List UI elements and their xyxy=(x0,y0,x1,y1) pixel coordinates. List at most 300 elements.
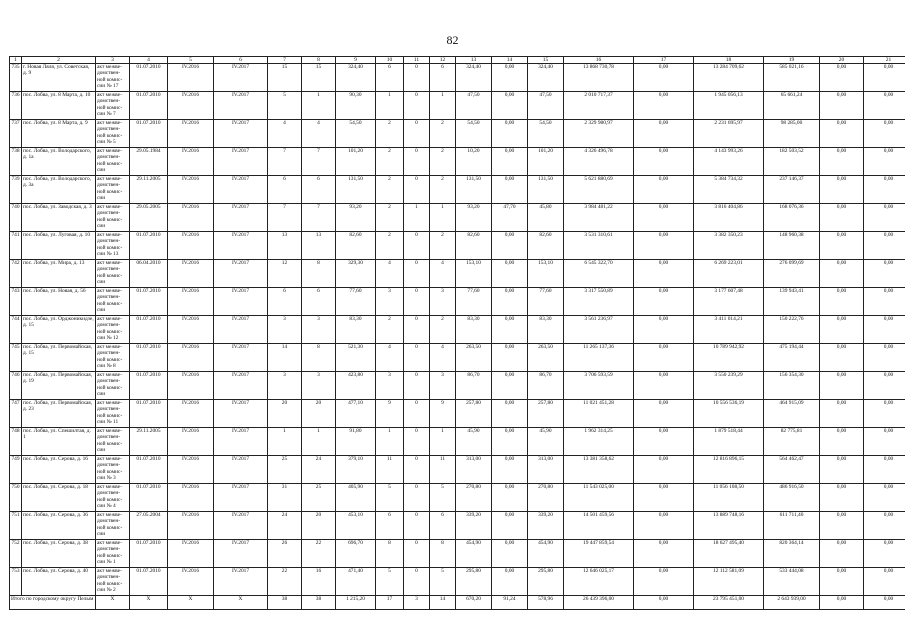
table-cell: 01.07.2010 xyxy=(130,288,168,316)
table-cell: IV.2017 xyxy=(214,456,268,484)
table-cell: 379,10 xyxy=(336,456,376,484)
table-cell: IV.2017 xyxy=(214,148,268,176)
table-cell: IV.2016 xyxy=(168,484,214,512)
total-cell: 38 xyxy=(268,596,302,610)
table-cell: 0 xyxy=(404,316,430,344)
table-cell: 0,00 xyxy=(634,64,694,92)
table-cell: 741 xyxy=(10,232,22,260)
table-cell: 6 545 322,70 xyxy=(564,260,634,288)
table-cell: 3 177 607,48 xyxy=(694,288,764,316)
table-cell: 5 xyxy=(376,484,404,512)
table-cell: 5 xyxy=(268,92,302,120)
table-cell: 0,00 xyxy=(492,64,528,92)
table-cell: акт межве-домствен-ной комис-сии № 4 xyxy=(96,484,130,512)
table-cell: 0,00 xyxy=(820,232,864,260)
table-cell: 0,00 xyxy=(820,484,864,512)
table-cell: 2 xyxy=(376,232,404,260)
table-body xyxy=(10,57,905,610)
table-cell: 82,60 xyxy=(336,232,376,260)
table-cell: 3 xyxy=(268,372,302,400)
table-cell: 6 xyxy=(376,64,404,92)
table-cell: пос. Лобва, ул. Серова, д. 16 xyxy=(22,456,96,484)
table-cell: 18 627 495,40 xyxy=(694,540,764,568)
table-cell: 8 xyxy=(430,540,456,568)
table-cell: 83,30 xyxy=(528,316,564,344)
table-cell: 0,00 xyxy=(864,484,905,512)
table-cell: 65 661,24 xyxy=(764,92,820,120)
table-cell: 746 xyxy=(10,372,22,400)
table-cell: 47,50 xyxy=(528,92,564,120)
table-cell: 0,00 xyxy=(492,176,528,204)
table-cell: пос. Лобва, ул. Мира, д. 13 xyxy=(22,260,96,288)
table-cell: 7 xyxy=(268,148,302,176)
table-cell: 0,00 xyxy=(864,64,905,92)
table-cell: 139 943,41 xyxy=(764,288,820,316)
table-cell: 24 xyxy=(302,456,336,484)
table-cell: 0,00 xyxy=(492,568,528,596)
column-header: 15 xyxy=(528,57,564,64)
table-cell: IV.2017 xyxy=(214,400,268,428)
table-cell: 2 xyxy=(430,120,456,148)
table-cell: 0,00 xyxy=(492,316,528,344)
column-header: 7 xyxy=(268,57,302,64)
table-cell: 0,00 xyxy=(492,344,528,372)
table-cell: 270,80 xyxy=(528,484,564,512)
table-cell: 263,50 xyxy=(456,344,492,372)
table-row xyxy=(10,344,905,372)
table-cell: 4 xyxy=(376,344,404,372)
table-cell: IV.2016 xyxy=(168,148,214,176)
table-cell: 257,80 xyxy=(456,400,492,428)
table-cell: 464 915,09 xyxy=(764,400,820,428)
table-cell: 454,90 xyxy=(456,540,492,568)
table-cell: 0,00 xyxy=(820,428,864,456)
table-cell: 6 xyxy=(268,288,302,316)
table-cell: 0,00 xyxy=(492,288,528,316)
table-row xyxy=(10,372,905,400)
table-cell: 0,00 xyxy=(820,512,864,540)
table-cell: 01.07.2010 xyxy=(130,456,168,484)
table-cell: 0 xyxy=(404,540,430,568)
table-cell: 486 916,50 xyxy=(764,484,820,512)
table-cell: 54,50 xyxy=(336,120,376,148)
table-cell: 77,60 xyxy=(528,288,564,316)
table-cell: IV.2016 xyxy=(168,316,214,344)
table-cell: 0,00 xyxy=(634,260,694,288)
table-cell: 0,00 xyxy=(634,176,694,204)
total-cell: 23 795 451,00 xyxy=(694,596,764,610)
table-cell: 45,90 xyxy=(528,428,564,456)
table-cell: 313,00 xyxy=(528,456,564,484)
table-cell: 47,50 xyxy=(456,92,492,120)
table-cell: 8 xyxy=(302,344,336,372)
table-cell: IV.2016 xyxy=(168,176,214,204)
table-cell: 2 xyxy=(376,120,404,148)
table-cell: IV.2017 xyxy=(214,316,268,344)
table-cell: 15 xyxy=(268,64,302,92)
table-cell: 131,50 xyxy=(336,176,376,204)
table-cell: 86,70 xyxy=(456,372,492,400)
total-label: Итого по городскому округу Пелым xyxy=(10,596,96,610)
table-cell: 4 xyxy=(430,260,456,288)
table-cell: 3 xyxy=(430,288,456,316)
table-cell: 20 xyxy=(268,400,302,428)
table-cell: 12 112 581,09 xyxy=(694,568,764,596)
table-cell: пос. Лобва, ул. Володарского, д. 3а xyxy=(22,176,96,204)
table-cell: 0,00 xyxy=(820,176,864,204)
table-cell: 0,00 xyxy=(820,400,864,428)
table-cell: 740 xyxy=(10,204,22,232)
total-cell: 26 439 396,00 xyxy=(564,596,634,610)
table-cell: 2 231 695,97 xyxy=(694,120,764,148)
table-cell: IV.2017 xyxy=(214,484,268,512)
table-cell: 25 xyxy=(268,456,302,484)
table-cell: 0,00 xyxy=(820,148,864,176)
table-cell: IV.2017 xyxy=(214,540,268,568)
table-cell: 295,80 xyxy=(528,568,564,596)
table-cell: 2 010 717,37 xyxy=(564,92,634,120)
table-cell: 521,30 xyxy=(336,344,376,372)
table-cell: 0,00 xyxy=(820,64,864,92)
table-cell: IV.2016 xyxy=(168,428,214,456)
table-cell: 0,00 xyxy=(864,288,905,316)
header-row xyxy=(10,57,905,64)
table-cell: акт межве-домствен-ной комис-сии № 2 xyxy=(96,568,130,596)
table-cell: 83,30 xyxy=(456,316,492,344)
table-cell: акт межве-домствен-ной комис-сии xyxy=(96,176,130,204)
table-cell: пос. Лобва, ул. Спешилтая, д. 1 xyxy=(22,428,96,456)
table-cell: IV.2016 xyxy=(168,512,214,540)
table-cell: 12 816 896,15 xyxy=(694,456,764,484)
column-header: 20 xyxy=(820,57,864,64)
table-cell: 0 xyxy=(404,456,430,484)
table-cell: 2 xyxy=(376,204,404,232)
table-cell: 13 889 748,16 xyxy=(694,512,764,540)
table-cell: 0,00 xyxy=(492,92,528,120)
table-cell: 20 xyxy=(302,400,336,428)
table-row xyxy=(10,540,905,568)
table-cell: IV.2017 xyxy=(214,428,268,456)
table-cell: 0,00 xyxy=(864,120,905,148)
table-cell: 0,00 xyxy=(634,372,694,400)
table-cell: 0,00 xyxy=(492,540,528,568)
total-cell: 91,24 xyxy=(492,596,528,610)
table-cell: 24 xyxy=(268,512,302,540)
table-cell: 29.11.2005 xyxy=(130,176,168,204)
table-cell: 0,00 xyxy=(820,120,864,148)
total-cell: X xyxy=(96,596,130,610)
table-cell: 1 962 314,25 xyxy=(564,428,634,456)
table-cell: 06.04.2010 xyxy=(130,260,168,288)
table-cell: 453,10 xyxy=(336,512,376,540)
table-cell: 3 984 481,22 xyxy=(564,204,634,232)
table-cell: 83,30 xyxy=(336,316,376,344)
table-cell: 82,60 xyxy=(456,232,492,260)
table-cell: пос. Лобва, ул. Серова, д. 38 xyxy=(22,540,96,568)
column-header: 14 xyxy=(492,57,528,64)
table-cell: 20 xyxy=(302,512,336,540)
table-cell: 8 xyxy=(302,260,336,288)
table-cell: 3 xyxy=(376,372,404,400)
table-cell: 0,00 xyxy=(820,372,864,400)
table-cell: 749 xyxy=(10,456,22,484)
table-cell: 739 xyxy=(10,176,22,204)
table-cell: пос. Лобва, ул. Серова, д. 40 xyxy=(22,568,96,596)
table-cell: 744 xyxy=(10,316,22,344)
table-cell: 0 xyxy=(404,288,430,316)
total-cell: 2 643 939,00 xyxy=(764,596,820,610)
table-cell: 0,00 xyxy=(492,120,528,148)
table-cell: 0 xyxy=(404,176,430,204)
table-cell: IV.2016 xyxy=(168,260,214,288)
column-header: 21 xyxy=(864,57,905,64)
table-cell: 324,40 xyxy=(528,64,564,92)
table-cell: 0,00 xyxy=(492,428,528,456)
total-cell: 0,00 xyxy=(820,596,864,610)
table-cell: 153,10 xyxy=(456,260,492,288)
table-cell: 16 xyxy=(302,568,336,596)
table-cell: 150 222,76 xyxy=(764,316,820,344)
table-row xyxy=(10,204,905,232)
table-cell: 405,90 xyxy=(336,484,376,512)
table-cell: акт межве-домствен-ной комис-сии xyxy=(96,428,130,456)
table-cell: 0,00 xyxy=(634,484,694,512)
table-cell: 31 xyxy=(268,484,302,512)
table-cell: 4 xyxy=(268,120,302,148)
table-cell: 471,40 xyxy=(336,568,376,596)
table-cell: 01.07.2010 xyxy=(130,64,168,92)
table-row xyxy=(10,64,905,92)
table-cell: 13 xyxy=(302,232,336,260)
column-header: 2 xyxy=(22,57,96,64)
table-cell: 2 xyxy=(376,148,404,176)
table-cell: 2 xyxy=(376,316,404,344)
table-cell: 0 xyxy=(404,484,430,512)
column-header: 4 xyxy=(130,57,168,64)
table-cell: 01.07.2010 xyxy=(130,372,168,400)
table-cell: 6 xyxy=(430,512,456,540)
table-cell: 6 xyxy=(302,176,336,204)
table-cell: 3 550 239,29 xyxy=(694,372,764,400)
table-cell: 6 xyxy=(268,176,302,204)
table-cell: 14 501 459,56 xyxy=(564,512,634,540)
table-cell: 1 xyxy=(404,204,430,232)
table-cell: 0,00 xyxy=(864,232,905,260)
table-cell: акт межве-домствен-ной комис-сии xyxy=(96,260,130,288)
table-cell: 10 789 942,92 xyxy=(694,344,764,372)
column-header: 1 xyxy=(10,57,22,64)
table-cell: 11 543 025,00 xyxy=(564,484,634,512)
table-cell: IV.2017 xyxy=(214,204,268,232)
total-cell: X xyxy=(130,596,168,610)
column-header: 11 xyxy=(404,57,430,64)
table-cell: 01.07.2010 xyxy=(130,92,168,120)
table-cell: 0,00 xyxy=(492,372,528,400)
table-cell: IV.2016 xyxy=(168,204,214,232)
column-header: 5 xyxy=(168,57,214,64)
table-cell: 0,00 xyxy=(634,316,694,344)
table-cell: 3 317 550,89 xyxy=(564,288,634,316)
table-cell: акт межве-домствен-ной комис-сии № 11 xyxy=(96,400,130,428)
table-cell: 9 xyxy=(376,400,404,428)
table-cell: 0 xyxy=(404,92,430,120)
table-cell: 01.07.2010 xyxy=(130,232,168,260)
total-cell: X xyxy=(168,596,214,610)
table-cell: 01.07.2010 xyxy=(130,540,168,568)
table-cell: 0,00 xyxy=(864,92,905,120)
column-header: 19 xyxy=(764,57,820,64)
table-cell: пос. Лобва, ул. Первомайская, д. 19 xyxy=(22,372,96,400)
table-cell: 0,00 xyxy=(634,512,694,540)
table-cell: г. Новая Ляля, ул. Советская, д. 9 xyxy=(22,64,96,92)
table-cell: 1 xyxy=(430,92,456,120)
table-cell: 0,00 xyxy=(864,540,905,568)
table-cell: 12 646 025,17 xyxy=(564,568,634,596)
table-row xyxy=(10,484,905,512)
table-cell: 329,30 xyxy=(336,260,376,288)
table-cell: 1 xyxy=(302,428,336,456)
table-cell: 0,00 xyxy=(634,344,694,372)
table-cell: 11 021 451,28 xyxy=(564,400,634,428)
table-cell: 1 xyxy=(268,428,302,456)
table-cell: IV.2016 xyxy=(168,288,214,316)
total-cell: 578,96 xyxy=(528,596,564,610)
table-cell: 2 xyxy=(430,316,456,344)
column-header: 6 xyxy=(214,57,268,64)
table-cell: 0,00 xyxy=(820,540,864,568)
table-cell: 29.05.1984 xyxy=(130,148,168,176)
table-cell: 22 xyxy=(302,540,336,568)
table-cell: пос. Лобва, ул. 8 Марта, д. 10 xyxy=(22,92,96,120)
table-cell: 0 xyxy=(404,428,430,456)
column-header: 18 xyxy=(694,57,764,64)
table-cell: 1 xyxy=(376,92,404,120)
table-cell: 0,00 xyxy=(820,92,864,120)
table-cell: 86,70 xyxy=(528,372,564,400)
table-cell: 475 194,44 xyxy=(764,344,820,372)
table-cell: 5 xyxy=(430,568,456,596)
table-cell: 0,00 xyxy=(864,148,905,176)
table-cell: IV.2017 xyxy=(214,288,268,316)
table-cell: IV.2017 xyxy=(214,120,268,148)
table-cell: IV.2016 xyxy=(168,344,214,372)
table-cell: 0,00 xyxy=(634,232,694,260)
table-cell: акт межве-домствен-ной комис-сии № 1 xyxy=(96,540,130,568)
table-cell: 295,80 xyxy=(456,568,492,596)
table-cell: IV.2017 xyxy=(214,372,268,400)
table-cell: 0,00 xyxy=(864,176,905,204)
table-cell: 0 xyxy=(404,148,430,176)
table-cell: IV.2017 xyxy=(214,260,268,288)
table-cell: 276 099,69 xyxy=(764,260,820,288)
table-cell: 324,40 xyxy=(456,64,492,92)
table-cell: 0,00 xyxy=(864,568,905,596)
table-cell: IV.2016 xyxy=(168,232,214,260)
table-cell: 611 711,40 xyxy=(764,512,820,540)
table-row xyxy=(10,512,905,540)
table-cell: 339,20 xyxy=(456,512,492,540)
table-cell: 0,00 xyxy=(634,428,694,456)
table-cell: 339,20 xyxy=(528,512,564,540)
table-cell: 6 xyxy=(376,512,404,540)
table-cell: акт межве-домствен-ной комис-сии № 13 xyxy=(96,232,130,260)
table-cell: 1 879 518,44 xyxy=(694,428,764,456)
table-cell: 3 706 593,59 xyxy=(564,372,634,400)
table-cell: 0,00 xyxy=(634,120,694,148)
table-cell: 0,00 xyxy=(492,260,528,288)
table-cell: IV.2016 xyxy=(168,372,214,400)
table-cell: 26 xyxy=(268,540,302,568)
table-cell: пос. Лобва, ул. Володарского, д. 1а xyxy=(22,148,96,176)
table-cell: акт межве-домствен-ной комис-сии xyxy=(96,372,130,400)
table-cell: 0 xyxy=(404,260,430,288)
table-cell: IV.2017 xyxy=(214,568,268,596)
table-cell: 12 xyxy=(268,260,302,288)
table-cell: 5 384 734,32 xyxy=(694,176,764,204)
table-cell: 0,00 xyxy=(864,372,905,400)
table-cell: акт межве-домствен-ной комис-сии xyxy=(96,288,130,316)
table-cell: 6 269 223,01 xyxy=(694,260,764,288)
table-cell: 2 xyxy=(430,232,456,260)
table-cell: 237 146,37 xyxy=(764,176,820,204)
table-cell: 13 381 358,62 xyxy=(564,456,634,484)
table-cell: акт межве-домствен-ной комис-сии № 12 xyxy=(96,316,130,344)
table-cell: акт межве-домствен-ной комис-сии xyxy=(96,204,130,232)
table-cell: 47,70 xyxy=(492,204,528,232)
table-cell: 4 326 496,78 xyxy=(564,148,634,176)
table-cell: 0,00 xyxy=(492,484,528,512)
table-cell: 82 775,81 xyxy=(764,428,820,456)
table-row xyxy=(10,232,905,260)
table-cell: 0,00 xyxy=(492,400,528,428)
table-row xyxy=(10,260,905,288)
page-number: 82 xyxy=(446,33,459,47)
column-header: 17 xyxy=(634,57,694,64)
total-cell: 0,00 xyxy=(634,596,694,610)
table-cell: 696,70 xyxy=(336,540,376,568)
table-cell: 0 xyxy=(404,400,430,428)
total-cell: 38 xyxy=(302,596,336,610)
table-cell: 263,50 xyxy=(528,344,564,372)
table-cell: 9 xyxy=(430,400,456,428)
total-cell: 670,20 xyxy=(456,596,492,610)
column-header: 13 xyxy=(456,57,492,64)
table-cell: акт межве-домствен-ной комис-сии xyxy=(96,148,130,176)
table-cell: 423,80 xyxy=(336,372,376,400)
table-cell: 11 056 108,50 xyxy=(694,484,764,512)
table-row xyxy=(10,400,905,428)
table-cell: 0,00 xyxy=(634,400,694,428)
table-cell: IV.2016 xyxy=(168,92,214,120)
table-cell: 0,00 xyxy=(864,512,905,540)
table-cell: 22 xyxy=(268,568,302,596)
table-cell: 131,50 xyxy=(456,176,492,204)
table-cell: 11 265 137,36 xyxy=(564,344,634,372)
table-cell: 82,60 xyxy=(528,232,564,260)
table-cell: 3 xyxy=(430,372,456,400)
table-cell: 0,00 xyxy=(820,288,864,316)
table-cell: 5 xyxy=(430,484,456,512)
table-cell: 54,50 xyxy=(456,120,492,148)
table-cell: 3 816 404,86 xyxy=(694,204,764,232)
table-cell: пос. Лобва, ул. Первомайская, д. 23 xyxy=(22,400,96,428)
table-cell: 0,00 xyxy=(634,148,694,176)
table-row xyxy=(10,176,905,204)
table-cell: 10 556 536,19 xyxy=(694,400,764,428)
table-cell: 257,80 xyxy=(528,400,564,428)
table-cell: 3 531 310,61 xyxy=(564,232,634,260)
table-cell: IV.2016 xyxy=(168,120,214,148)
